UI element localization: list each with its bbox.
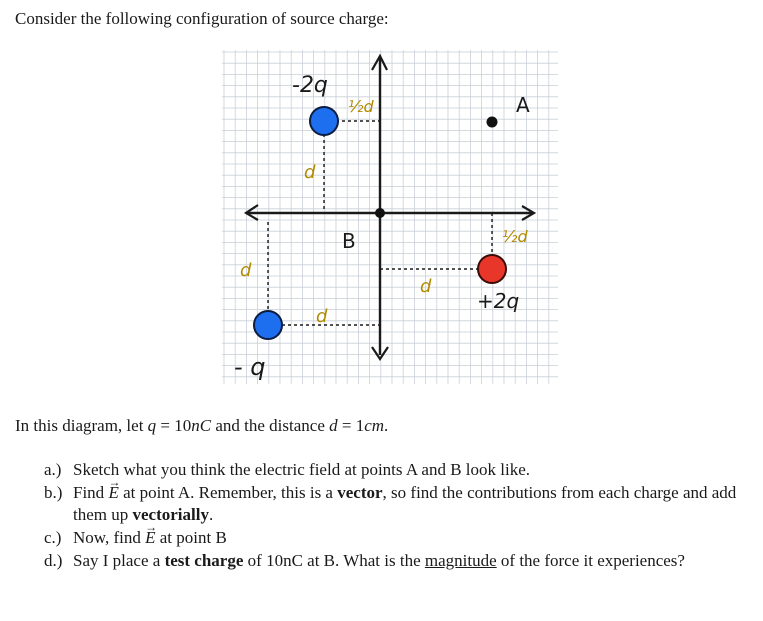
vector-e: → E: [145, 528, 155, 547]
underlined-text: magnitude: [424, 551, 497, 570]
question-text: , so find the contributions from each charge and add them up: [73, 483, 737, 524]
question-text: of the force it experiences?: [496, 551, 685, 570]
question-label: a.): [44, 460, 62, 479]
charge-diagram: [222, 50, 558, 384]
statement-eq1: = 10: [156, 416, 192, 435]
origin-point: [375, 208, 385, 218]
question-text: of 10nC at B. What is the: [243, 551, 425, 570]
label-plus-2q: +2q: [477, 289, 520, 313]
vector-e: → E: [108, 483, 118, 502]
statement-end: .: [384, 416, 389, 435]
var-q: q: [147, 416, 157, 435]
question-text: Sketch what you think the electric field at points A and B look like.: [73, 460, 531, 479]
unit-nc: nC: [191, 416, 212, 435]
problem-statement: [15, 416, 388, 436]
question-label: c.): [44, 528, 62, 547]
charge-negative-2q: [310, 107, 338, 135]
question-a: [44, 459, 756, 481]
label-d-right-bottom: d: [420, 276, 432, 297]
label-point-b: B: [342, 229, 356, 253]
bold-text: test charge: [164, 551, 244, 570]
label-d-bottom: d: [316, 306, 328, 327]
question-text: Say I place a: [73, 551, 165, 570]
question-text: Find: [73, 483, 109, 502]
question-label: b.): [44, 483, 63, 502]
var-d: d: [329, 416, 338, 435]
statement-eq2: = 1: [337, 416, 365, 435]
label-minus-q: - q: [234, 353, 266, 381]
charge-positive-2q: [478, 255, 506, 283]
unit-cm: cm: [364, 416, 385, 435]
label-d-left: d: [240, 260, 252, 281]
question-c: [44, 527, 756, 549]
bold-text: vector: [337, 483, 383, 502]
intro-text: Consider the following configuration of source charge:: [15, 9, 389, 28]
question-label: d.): [44, 551, 63, 570]
charge-negative-q: [254, 311, 282, 339]
question-list: [44, 459, 756, 573]
label-d-vertical-top: d: [304, 162, 316, 183]
question-d: [44, 550, 756, 572]
statement-prefix: In this diagram, let: [15, 416, 148, 435]
question-text: at point B: [155, 528, 227, 547]
question-text: .: [208, 505, 214, 524]
label-minus-2q: -2q: [292, 73, 328, 98]
statement-mid: and the distance: [211, 416, 330, 435]
bold-text: vectorially: [132, 505, 209, 524]
question-text: Now, find: [73, 528, 146, 547]
label-half-d-top: ½d: [348, 97, 374, 116]
label-point-a: A: [516, 93, 530, 117]
label-half-d-right: ½d: [502, 227, 528, 246]
point-a-dot: [487, 117, 498, 128]
question-text: at point A. Remember, this is a: [118, 483, 338, 502]
